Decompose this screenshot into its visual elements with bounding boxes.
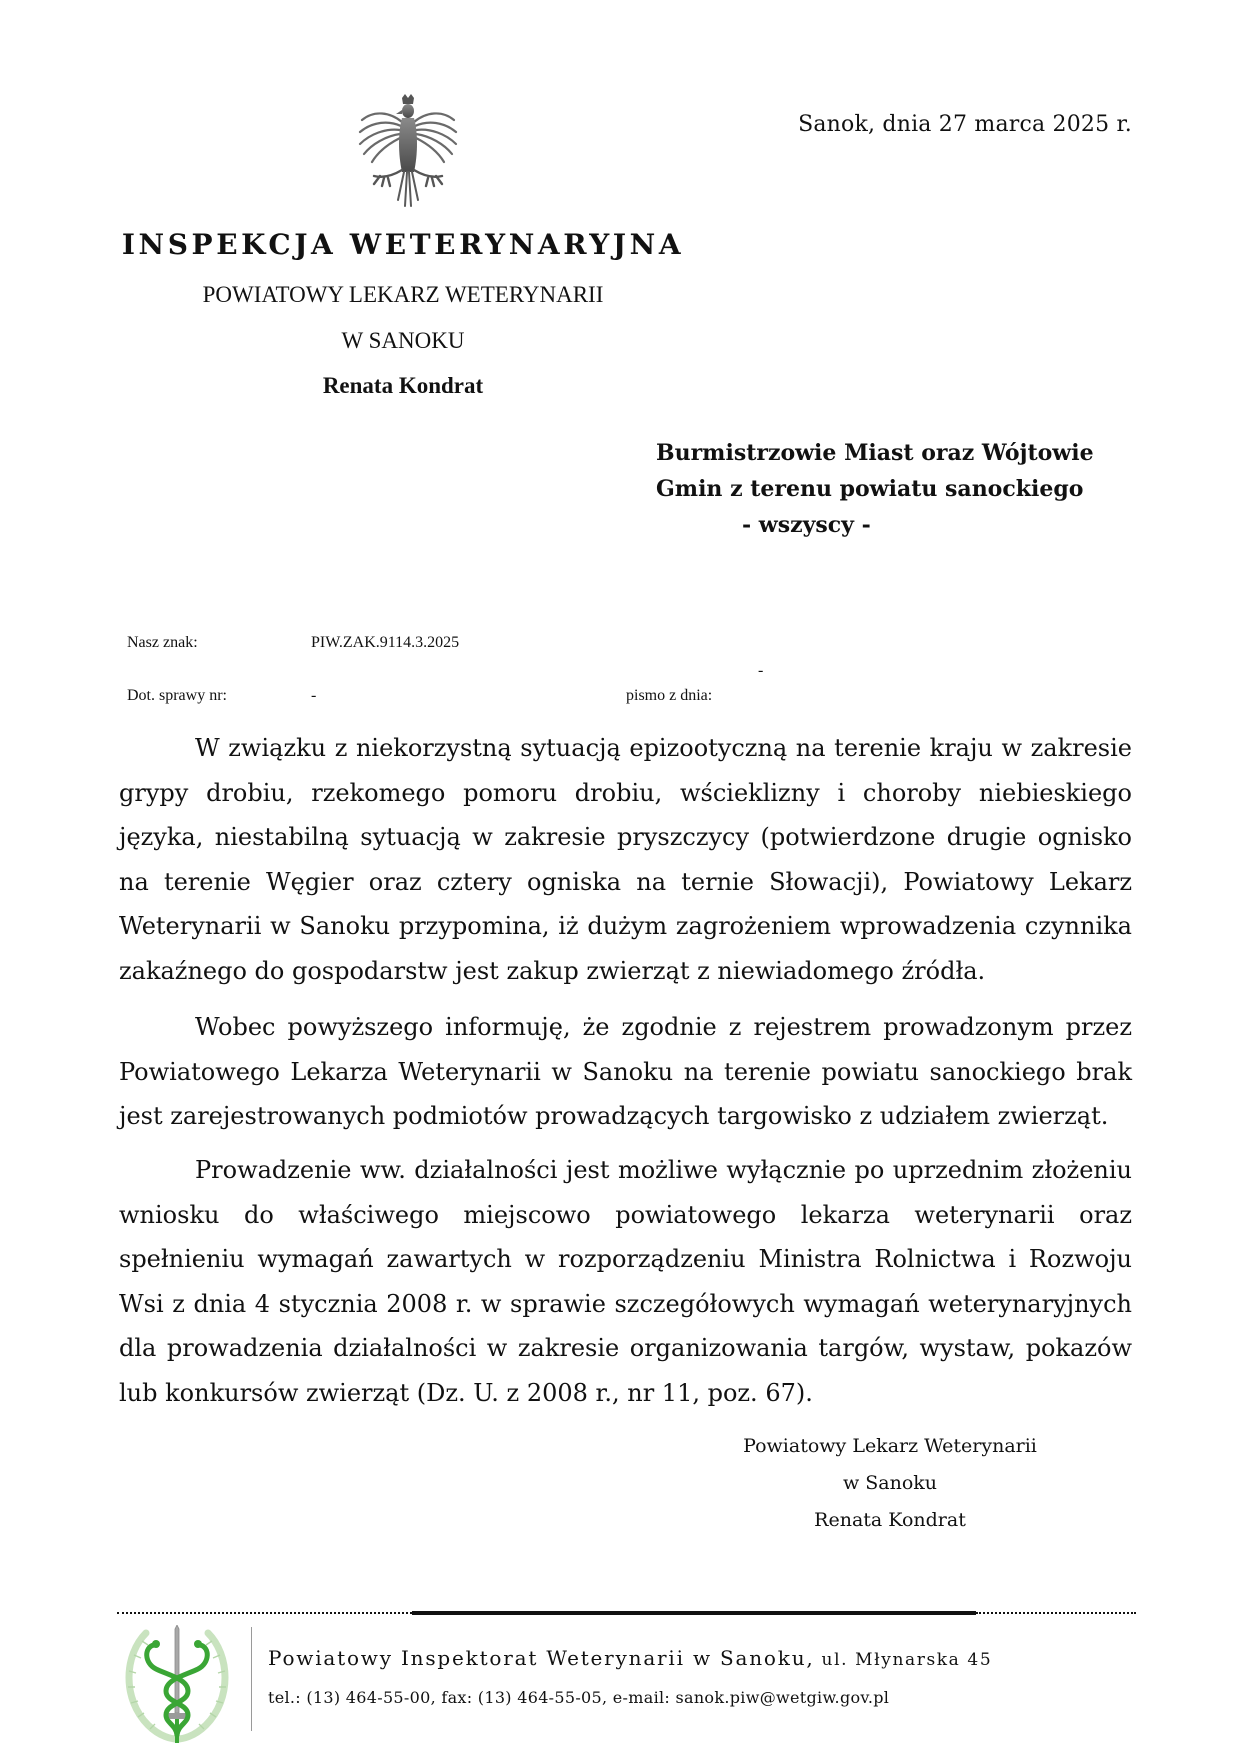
footer-separator <box>117 1611 1136 1615</box>
institution-title: INSPEKCJA WETERYNARYJNA <box>121 228 685 261</box>
institution-subtitle: POWIATOWY LEKARZ WETERYNARII <box>202 282 604 307</box>
footer-contact: tel.: (13) 464-55-00, fax: (13) 464-55-05, e-mail: sanok.piw@wetgiw.gov.pl <box>268 1688 890 1707</box>
footer-org-name: Powiatowy Inspektorat Weterynarii w Sanoku, <box>268 1646 815 1670</box>
case-number-label: Dot. sprawy nr: <box>127 687 227 704</box>
footer-org-line <box>268 1646 992 1670</box>
signature-name: Renata Kondrat <box>814 1509 966 1531</box>
body-paragraph <box>119 1148 1132 1416</box>
footer-address: ul. Młynarska 45 <box>814 1650 993 1670</box>
signature-location: w Sanoku <box>842 1472 938 1494</box>
veterinary-inspection-logo-icon <box>118 1625 236 1745</box>
letter-date-value: - <box>758 662 764 679</box>
letter-date: Sanok, dnia 27 marca 2025 r. <box>798 112 1132 137</box>
recipient-line: Gmin z terenu powiatu sanockiego <box>656 476 1084 502</box>
institution-person: Renata Kondrat <box>322 373 484 398</box>
recipient-block <box>656 435 1136 543</box>
case-number-value: - <box>311 687 317 704</box>
institution-location: W SANOKU <box>341 328 465 353</box>
paragraph-text: Wobec powyższego informuję, że zgodnie z rejestrem prowadzonym przez Powiatowego Lekarza Weterynarii w Sanoku na terenie powiatu sanockiego brak jest zarejestrowanych podmiotów prowadzących targowisko z udziałem zwierząt. <box>119 1013 1132 1131</box>
signature-block <box>700 1428 1080 1539</box>
body-paragraph <box>119 726 1132 994</box>
our-sign-value: PIW.ZAK.9114.3.2025 <box>311 634 460 651</box>
recipient-line: - wszyscy - <box>742 512 871 538</box>
paragraph-text: W związku z niekorzystną sytuacją epizootyczną na terenie kraju w zakresie grypy drobiu, rzekomego pomoru drobiu, wścieklizny i choroby niebieskiego języka, niestabilną sytuacją w zakresie pryszczycy (potwierdzone drugie ognisko na terenie Węgier oraz cztery ogniska na ternie Słowacji), Powiatowy Lekarz Weterynarii w Sanoku przypomina, iż dużym zagrożeniem wprowadzenia czynnika zakaźnego do gospodarstw jest zakup zwierząt z niewiadomego źródła. <box>119 734 1132 985</box>
our-sign-label: Nasz znak: <box>127 634 198 651</box>
body-paragraph <box>119 1005 1132 1139</box>
eagle-emblem-icon <box>352 92 464 214</box>
recipient-line: Burmistrzowie Miast oraz Wójtowie <box>656 440 1094 466</box>
signature-title: Powiatowy Lekarz Weterynarii <box>743 1435 1037 1457</box>
paragraph-text: Prowadzenie ww. działalności jest możliwe wyłącznie po uprzednim złożeniu wniosku do właściwego miejscowo powiatowego lekarza weterynarii oraz spełnieniu wymagań zawartych w rozporządzeniu Ministra Rolnictwa i Rozwoju Wsi z dnia 4 stycznia 2008 r. w sprawie szczegółowych wymagań weterynaryjnych dla prowadzenia działalności w zakresie organizowania targów, wystaw, pokazów lub konkursów zwierząt (Dz. U. z 2008 r., nr 11, poz. 67). <box>119 1156 1132 1407</box>
footer-divider <box>251 1627 252 1731</box>
letter-date-label: pismo z dnia: <box>626 687 713 704</box>
